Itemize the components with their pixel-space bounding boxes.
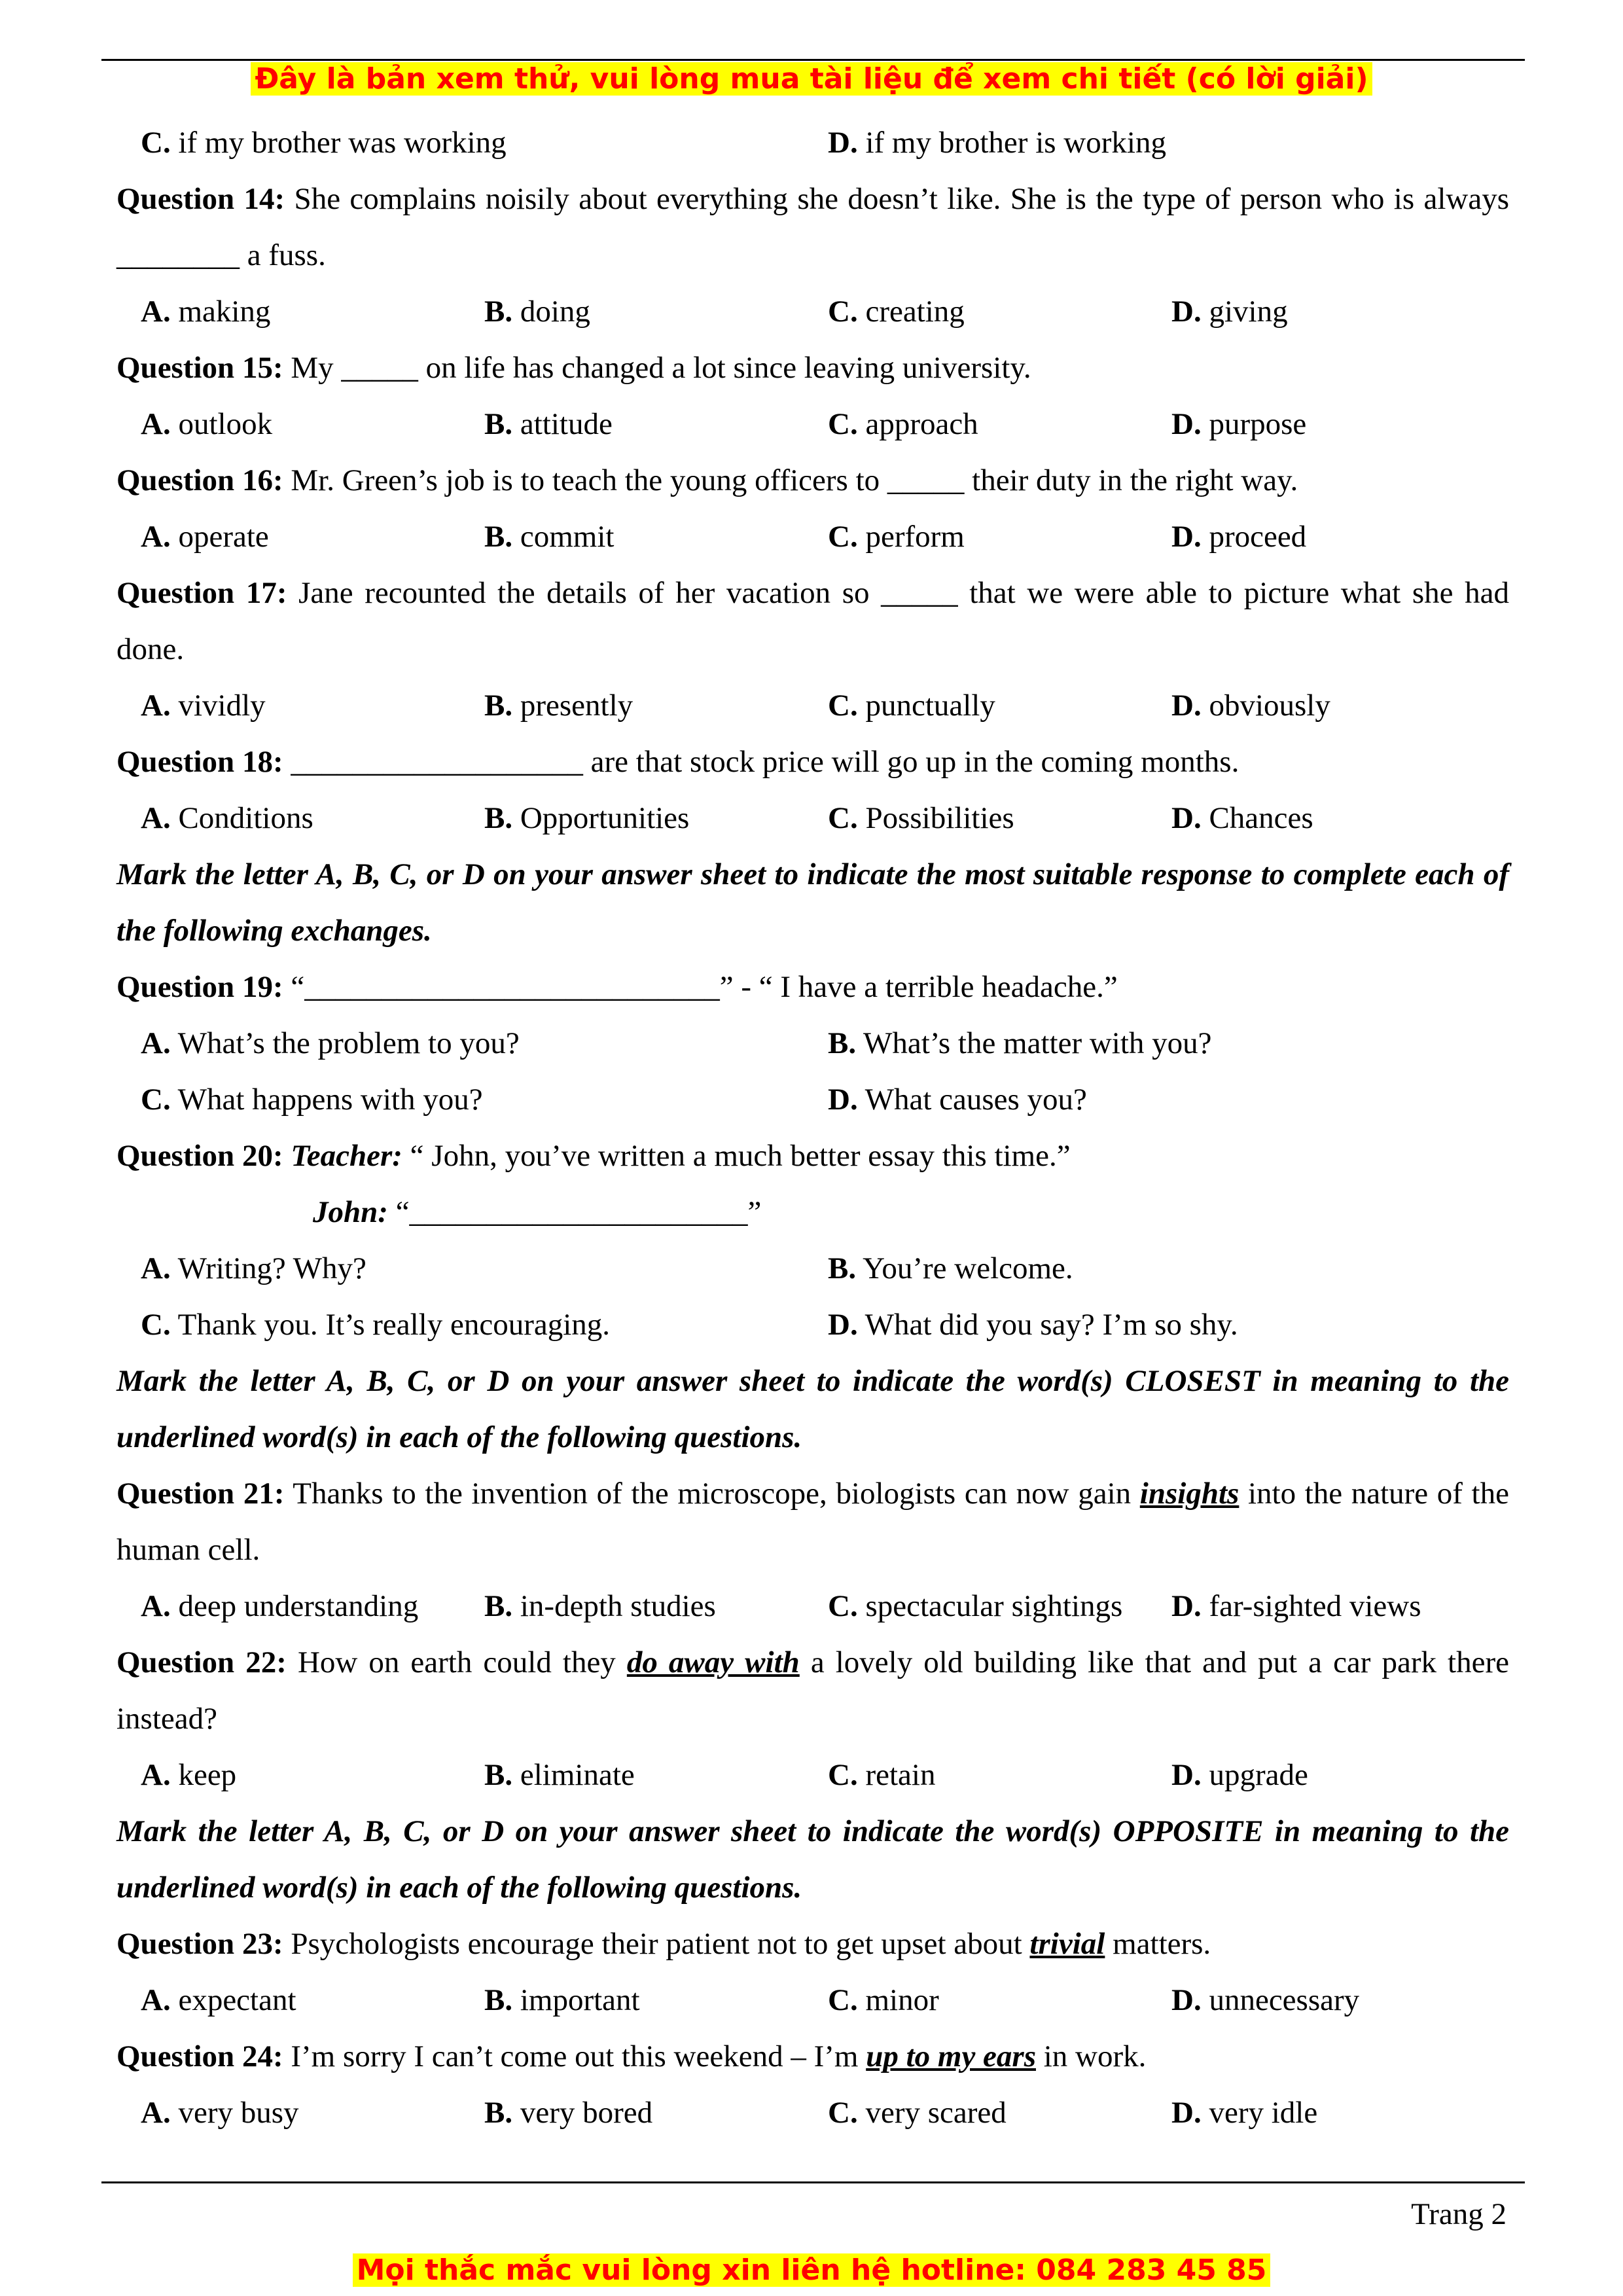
- underlined-word: insights: [1139, 1477, 1240, 1511]
- question-label: Question 14:: [116, 182, 285, 216]
- q20-option-b: [828, 1240, 1515, 1297]
- q21-options: [116, 1578, 1509, 1634]
- question-text: I’m sorry I can’t come out this weekend – I’m: [283, 2039, 866, 2073]
- option-text: Conditions: [170, 801, 313, 835]
- option-letter: A.: [141, 689, 171, 723]
- q20-option-c: [141, 1297, 828, 1353]
- q23-option-b: [484, 1972, 828, 2028]
- q18-option-d: [1171, 790, 1515, 846]
- q22-options: [116, 1747, 1509, 1803]
- question-14: [116, 171, 1509, 283]
- option-letter: B.: [828, 1251, 857, 1285]
- q17-option-b: [484, 677, 828, 734]
- option-letter: C.: [828, 689, 858, 723]
- option-text: You’re welcome.: [856, 1251, 1073, 1285]
- q24-option-b: [484, 2085, 828, 2141]
- option-letter: A.: [141, 1251, 171, 1285]
- option-letter: C.: [828, 1983, 858, 2017]
- q24-option-c: [828, 2085, 1171, 2141]
- q13-option-c: [141, 115, 828, 171]
- question-text: ___________________ are that stock price will go up in the coming months.: [283, 745, 1240, 779]
- option-text: Thank you. It’s really encouraging.: [170, 1308, 611, 1342]
- q21-option-a: [141, 1578, 484, 1634]
- q23-option-d: [1171, 1972, 1515, 2028]
- question-text: She complains noisily about everything she doesn’t like. She is the type of person who is always ________ a fuss.: [116, 182, 1509, 272]
- option-letter: D.: [1171, 2096, 1202, 2130]
- option-letter: B.: [484, 407, 513, 441]
- option-letter: B.: [484, 1758, 513, 1792]
- q16-option-a: [141, 509, 484, 565]
- question-text: Thanks to the invention of the microscope, biologists can now gain: [284, 1477, 1140, 1511]
- q22-option-a: [141, 1747, 484, 1803]
- q22-option-d: [1171, 1747, 1515, 1803]
- q16-option-c: [828, 509, 1171, 565]
- option-text: minor: [857, 1983, 939, 2017]
- q15-option-b: [484, 396, 828, 452]
- option-letter: C.: [141, 1308, 171, 1342]
- option-text: punctually: [857, 689, 995, 723]
- footer-banner: [0, 2251, 1623, 2289]
- option-text: Writing? Why?: [170, 1251, 366, 1285]
- option-text: very idle: [1201, 2096, 1318, 2130]
- q23-option-c: [828, 1972, 1171, 2028]
- q19-options-cd: [116, 1071, 1509, 1128]
- option-letter: B.: [484, 295, 513, 329]
- option-letter: C.: [828, 520, 858, 554]
- option-letter: D.: [1171, 1589, 1202, 1623]
- q14-option-b: [484, 283, 828, 340]
- q15-option-c: [828, 396, 1171, 452]
- option-letter: B.: [828, 1026, 857, 1060]
- q20-option-d: [828, 1297, 1515, 1353]
- question-23: [116, 1916, 1509, 1972]
- option-letter: B.: [484, 2096, 513, 2130]
- question-label: Question 17:: [116, 576, 287, 610]
- underlined-word: trivial: [1029, 1927, 1105, 1961]
- option-letter: D.: [1171, 407, 1202, 441]
- dialogue-line: “______________________”: [387, 1195, 762, 1229]
- speaker-teacher: Teacher:: [283, 1139, 402, 1173]
- option-text: attitude: [512, 407, 613, 441]
- option-letter: C.: [141, 1083, 171, 1117]
- q14-option-c: [828, 283, 1171, 340]
- q19-option-d: [828, 1071, 1515, 1128]
- option-letter: D.: [828, 126, 858, 160]
- underlined-word: up to my ears: [866, 2039, 1036, 2073]
- q14-option-a: [141, 283, 484, 340]
- question-text: Psychologists encourage their patient not to get upset about: [283, 1927, 1030, 1961]
- option-letter: A.: [141, 1983, 171, 2017]
- option-text: approach: [857, 407, 978, 441]
- q24-option-d: [1171, 2085, 1515, 2141]
- option-text: purpose: [1201, 407, 1307, 441]
- option-text: outlook: [170, 407, 273, 441]
- question-label: Question 24:: [116, 2039, 283, 2073]
- q24-option-a: [141, 2085, 484, 2141]
- option-letter: C.: [141, 126, 171, 160]
- question-label: Question 21:: [116, 1477, 285, 1511]
- option-text: Possibilities: [857, 801, 1014, 835]
- option-text: proceed: [1201, 520, 1307, 554]
- option-letter: D.: [1171, 1758, 1202, 1792]
- question-text: matters.: [1105, 1927, 1211, 1961]
- question-label: Question 15:: [116, 351, 283, 385]
- option-letter: A.: [141, 1589, 171, 1623]
- question-text: My _____ on life has changed a lot since leaving university.: [283, 351, 1031, 385]
- option-text: expectant: [170, 1983, 296, 2017]
- question-text: a lovely old building like that and put a car park there instead?: [116, 1645, 1509, 1736]
- question-text: “___________________________” - “ I have a terrible headache.”: [283, 970, 1118, 1004]
- q17-options: [116, 677, 1509, 734]
- option-letter: D.: [828, 1308, 858, 1342]
- option-letter: B.: [484, 1589, 513, 1623]
- question-24: [116, 2028, 1509, 2085]
- q23-option-a: [141, 1972, 484, 2028]
- option-letter: C.: [828, 295, 858, 329]
- question-label: Question 20:: [116, 1139, 283, 1173]
- q17-option-d: [1171, 677, 1515, 734]
- question-20-reply: [116, 1184, 1509, 1240]
- instruction-opposite: Mark the letter A, B, C, or D on your answer sheet to indicate the word(s) OPPOSITE in meaning to the underlined word(s) in each of the following questions.: [116, 1814, 1509, 1905]
- option-text: commit: [512, 520, 615, 554]
- q20-options-ab: [116, 1240, 1509, 1297]
- question-text: Mr. Green’s job is to teach the young officers to _____ their duty in the right way.: [283, 463, 1298, 497]
- option-text: very busy: [170, 2096, 299, 2130]
- option-text: perform: [857, 520, 965, 554]
- option-text: obviously: [1201, 689, 1330, 723]
- option-text: Opportunities: [512, 801, 690, 835]
- option-text: Chances: [1201, 801, 1313, 835]
- question-label: Question 19:: [116, 970, 283, 1004]
- option-letter: B.: [484, 520, 513, 554]
- q13-options: [116, 115, 1509, 171]
- option-letter: C.: [828, 407, 858, 441]
- footer-banner-text: Mọi thắc mắc vui lòng xin liên hệ hotline: 084 283 45 85: [353, 2253, 1271, 2287]
- option-letter: C.: [828, 2096, 858, 2130]
- q14-options: [116, 283, 1509, 340]
- q21-option-c: [828, 1578, 1171, 1634]
- q19-option-c: [141, 1071, 828, 1128]
- q19-option-b: [828, 1015, 1515, 1071]
- q16-option-b: [484, 509, 828, 565]
- option-text: What’s the matter with you?: [856, 1026, 1212, 1060]
- option-letter: A.: [141, 407, 171, 441]
- option-letter: D.: [1171, 801, 1202, 835]
- option-text: vividly: [170, 689, 266, 723]
- question-label: Question 22:: [116, 1645, 287, 1679]
- option-text: deep understanding: [170, 1589, 419, 1623]
- option-letter: D.: [1171, 295, 1202, 329]
- instruction-closest: Mark the letter A, B, C, or D on your answer sheet to indicate the word(s) CLOSEST in meaning to the underlined word(s) in each of the following questions.: [116, 1364, 1509, 1454]
- question-15: [116, 340, 1509, 396]
- q18-option-c: [828, 790, 1171, 846]
- option-letter: B.: [484, 801, 513, 835]
- q15-options: [116, 396, 1509, 452]
- header-banner-text: Đây là bản xem thử, vui lòng mua tài liệu để xem chi tiết (có lời giải): [251, 62, 1372, 96]
- option-letter: C.: [828, 1589, 858, 1623]
- question-text: How on earth could they: [286, 1645, 627, 1679]
- footer-rule: [101, 2181, 1525, 2183]
- option-text: operate: [170, 520, 269, 554]
- q20-option-a: [141, 1240, 828, 1297]
- option-text: doing: [512, 295, 590, 329]
- q22-option-b: [484, 1747, 828, 1803]
- q18-options: [116, 790, 1509, 846]
- q19-option-a: [141, 1015, 828, 1071]
- option-text: in-depth studies: [512, 1589, 716, 1623]
- option-letter: A.: [141, 1026, 171, 1060]
- question-21: [116, 1465, 1509, 1578]
- q24-options: [116, 2085, 1509, 2141]
- option-letter: A.: [141, 295, 171, 329]
- q17-option-c: [828, 677, 1171, 734]
- option-text: retain: [857, 1758, 936, 1792]
- q23-options: [116, 1972, 1509, 2028]
- q17-option-a: [141, 677, 484, 734]
- option-text: very bored: [512, 2096, 653, 2130]
- option-text: eliminate: [512, 1758, 635, 1792]
- option-text: upgrade: [1201, 1758, 1308, 1792]
- option-text: What causes you?: [857, 1083, 1087, 1117]
- question-text: into the nature of the human cell.: [116, 1477, 1509, 1567]
- option-text: What happens with you?: [170, 1083, 483, 1117]
- option-letter: A.: [141, 2096, 171, 2130]
- q20-options-cd: [116, 1297, 1509, 1353]
- question-20: [116, 1128, 1509, 1184]
- option-text: What’s the problem to you?: [170, 1026, 520, 1060]
- q18-option-b: [484, 790, 828, 846]
- option-letter: A.: [141, 520, 171, 554]
- option-letter: D.: [1171, 520, 1202, 554]
- question-17: [116, 565, 1509, 677]
- question-label: Question 16:: [116, 463, 283, 497]
- option-letter: D.: [1171, 689, 1202, 723]
- option-text: What did you say? I’m so shy.: [857, 1308, 1238, 1342]
- option-text: making: [170, 295, 271, 329]
- option-text: giving: [1201, 295, 1288, 329]
- speaker-john: John:: [313, 1195, 388, 1229]
- question-label: Question 18:: [116, 745, 283, 779]
- option-text: very scared: [857, 2096, 1007, 2130]
- dialogue-line: “ John, you’ve written a much better essay this time.”: [402, 1139, 1071, 1173]
- question-label: Question 23:: [116, 1927, 283, 1961]
- question-text: in work.: [1036, 2039, 1147, 2073]
- q14-option-d: [1171, 283, 1515, 340]
- option-letter: D.: [1171, 1983, 1202, 2017]
- instruction-exchanges: Mark the letter A, B, C, or D on your answer sheet to indicate the most suitable response to complete each of the following exchanges.: [116, 857, 1509, 948]
- option-letter: C.: [828, 801, 858, 835]
- q22-option-c: [828, 1747, 1171, 1803]
- page-number: Trang 2: [1411, 2197, 1507, 2231]
- option-letter: D.: [828, 1083, 858, 1117]
- q16-options: [116, 509, 1509, 565]
- option-text: presently: [512, 689, 633, 723]
- option-text: if my brother was working: [170, 126, 507, 160]
- option-text: keep: [170, 1758, 237, 1792]
- option-letter: A.: [141, 1758, 171, 1792]
- q16-option-d: [1171, 509, 1515, 565]
- question-18: [116, 734, 1509, 790]
- option-text: unnecessary: [1201, 1983, 1360, 2017]
- question-16: [116, 452, 1509, 509]
- q15-option-d: [1171, 396, 1515, 452]
- question-19: [116, 959, 1509, 1015]
- question-text: Jane recounted the details of her vacation so _____ that we were able to picture what she had done.: [116, 576, 1509, 666]
- q15-option-a: [141, 396, 484, 452]
- option-text: spectacular sightings: [857, 1589, 1123, 1623]
- option-letter: A.: [141, 801, 171, 835]
- q19-options-ab: [116, 1015, 1509, 1071]
- q21-option-d: [1171, 1578, 1515, 1634]
- option-letter: B.: [484, 689, 513, 723]
- q13-option-d: [828, 115, 1515, 171]
- header-banner: [0, 60, 1623, 98]
- option-text: creating: [857, 295, 965, 329]
- option-text: far-sighted views: [1201, 1589, 1421, 1623]
- option-letter: C.: [828, 1758, 858, 1792]
- underlined-word: do away with: [626, 1645, 800, 1679]
- q18-option-a: [141, 790, 484, 846]
- option-text: if my brother is working: [857, 126, 1166, 160]
- question-22: [116, 1634, 1509, 1747]
- option-text: important: [512, 1983, 640, 2017]
- option-letter: B.: [484, 1983, 513, 2017]
- questions-content: [116, 115, 1509, 2141]
- q21-option-b: [484, 1578, 828, 1634]
